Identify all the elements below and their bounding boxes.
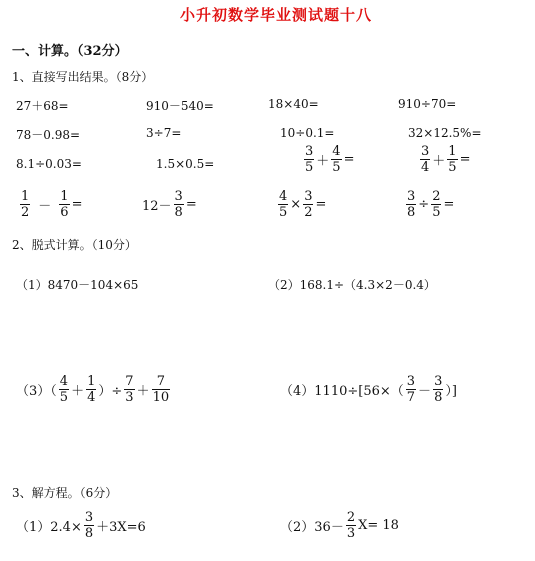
equation-problem: （1）2.4× $\frac{3}{8}$ ＋3X=6 <box>16 510 146 541</box>
fraction-problem: （4）1110÷[56×（ $\frac{3}{7}$ － $\frac{3}{8}$ ）] <box>280 374 457 405</box>
problem-item: 78－0.98= <box>16 128 81 142</box>
part3-label: 3、解方程。（6分） <box>12 486 118 500</box>
problem-item: 18×40= <box>268 97 319 111</box>
problem-item: 27＋68= <box>16 99 69 113</box>
problem-item: 10÷0.1= <box>280 126 335 140</box>
problem-item: 910÷70= <box>398 97 457 111</box>
fraction-problem: $\frac{3}{8}$ ÷ $\frac{2}{5}$ = <box>407 189 455 220</box>
problem-item: 910－540= <box>146 99 214 113</box>
fraction-problem: $\frac{3}{5}$ ＋ $\frac{4}{5}$ = <box>305 144 355 175</box>
section-heading: 一、计算。（32分） <box>12 44 128 59</box>
problem-item: 32×12.5%= <box>408 126 482 140</box>
page-title: 小升初数学毕业测试题十八 <box>180 6 373 24</box>
fraction-problem: $\frac{4}{5}$ × $\frac{3}{2}$ = <box>279 189 327 220</box>
fraction-problem: 12－ $\frac{3}{8}$ = <box>142 189 197 220</box>
fraction-problem: （3）（ $\frac{4}{5}$ ＋ $\frac{1}{4}$ ）÷ $\frac{7}{3}$ ＋ $\frac{7}{10}$ <box>16 374 170 405</box>
part2-label: 2、脱式计算。（10分） <box>12 238 137 252</box>
fraction-problem: $\frac{3}{4}$ ＋ $\frac{1}{5}$ = <box>421 144 471 175</box>
fraction-problem: $\frac{1}{2}$ － $\frac{1}{6}$ = <box>21 189 83 220</box>
problem-item: 3÷7= <box>146 126 182 140</box>
equation-problem: （2）36－ $\frac{2}{3}$ X= 18 <box>280 510 399 541</box>
problem-item: （1）8470－104×65 <box>16 278 139 292</box>
problem-item: 1.5×0.5= <box>156 157 215 171</box>
part1-label: 1、直接写出结果。（8分） <box>12 70 154 84</box>
problem-item: 8.1÷0.03= <box>16 157 82 171</box>
problem-item: （2）168.1÷（4.3×2－0.4） <box>268 278 436 292</box>
